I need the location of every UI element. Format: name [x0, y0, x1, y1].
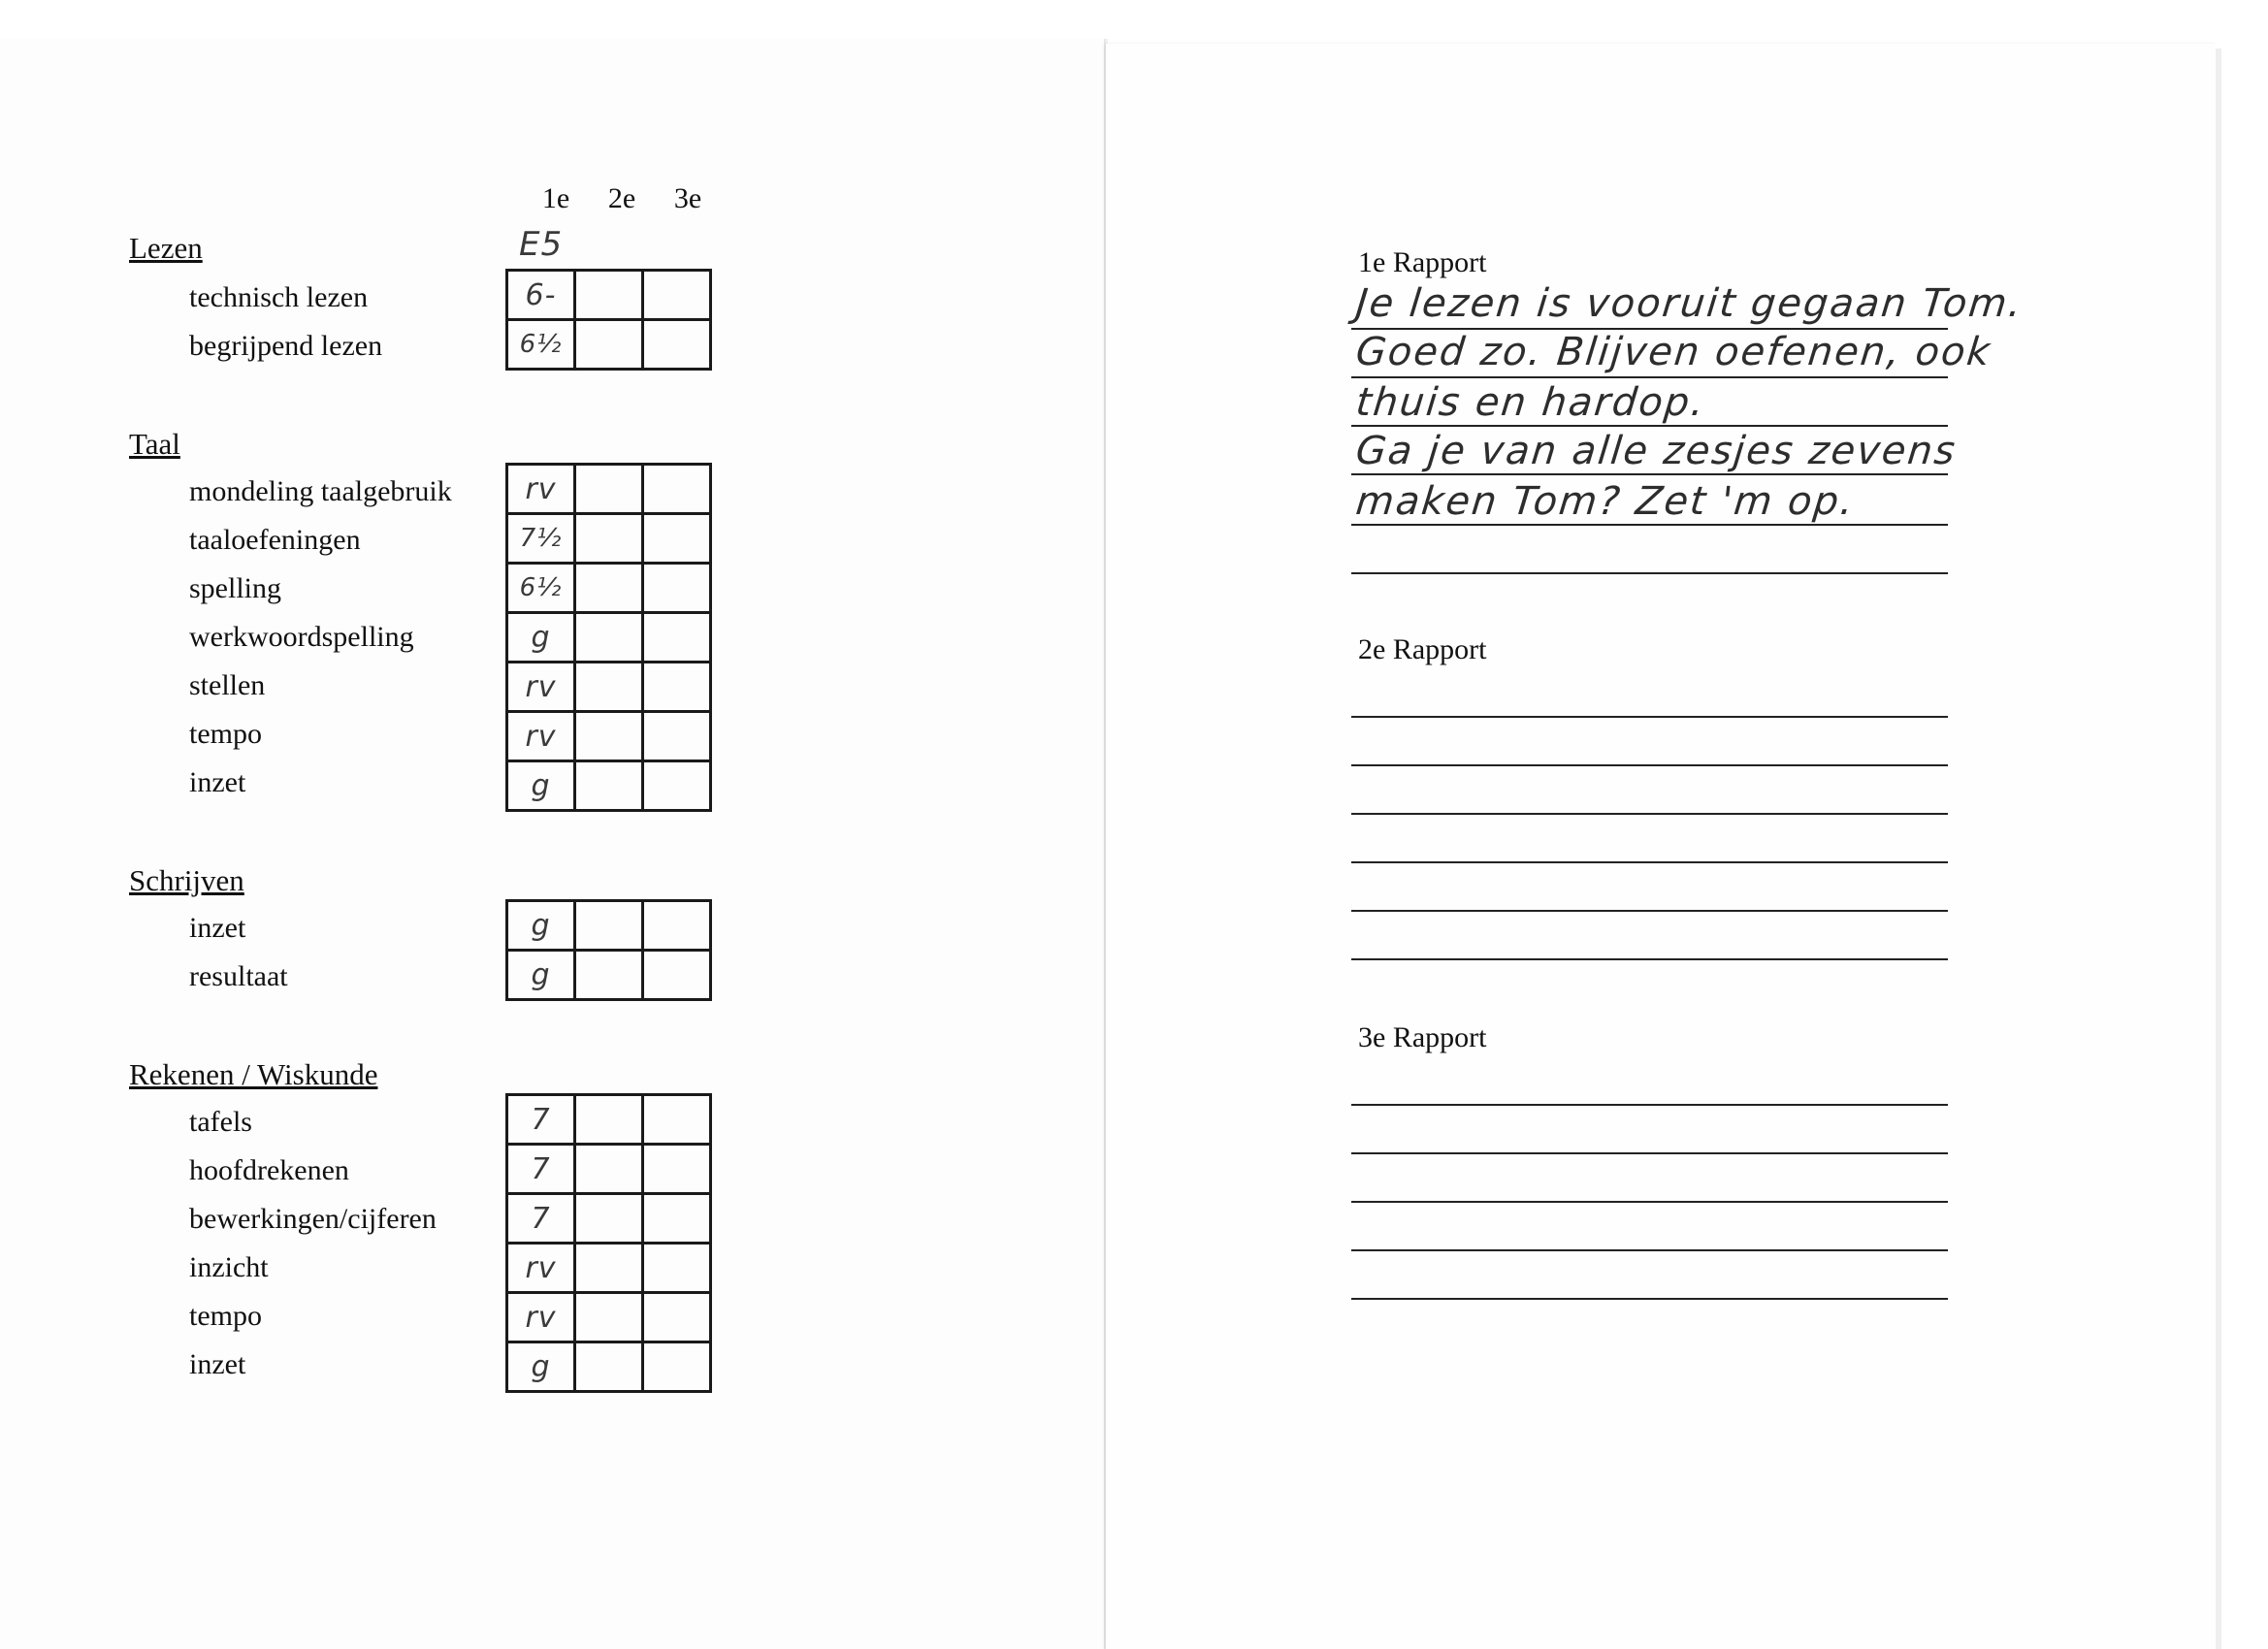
- grade-cell-1e: [507, 514, 575, 564]
- handwritten-comment-line: thuis en hardop.: [1353, 380, 1708, 425]
- handwritten-grade: 7½: [519, 524, 563, 553]
- grade-cell-3e: [643, 1244, 711, 1293]
- grade-cell-2e: [575, 613, 643, 663]
- grade-table-lezen: [505, 269, 712, 371]
- grade-cell-2e: [575, 1244, 643, 1293]
- grade-cell-3e: [643, 901, 711, 951]
- handwritten-grade: g: [531, 768, 551, 803]
- column-header-1e: 1e: [541, 182, 570, 214]
- subject-label: inzet: [189, 1348, 246, 1380]
- grade-cell-2e: [575, 1293, 643, 1342]
- handwritten-grade: 7: [531, 1102, 551, 1137]
- grade-cell-3e: [643, 712, 711, 761]
- handwritten-grade: g: [531, 620, 551, 655]
- grade-cell-1e: [507, 465, 575, 514]
- grade-cell-3e: [643, 320, 711, 370]
- subject-label: werkwoordspelling: [189, 621, 414, 653]
- writing-line: [1351, 425, 1948, 427]
- grade-cell-1e: [507, 1095, 575, 1145]
- handwritten-grade: 6-: [525, 277, 557, 312]
- subject-label: inzicht: [189, 1251, 269, 1283]
- writing-line: [1351, 1298, 1948, 1300]
- writing-line: [1351, 764, 1948, 766]
- grade-cell-2e: [575, 1194, 643, 1244]
- grade-cell-2e: [575, 564, 643, 613]
- grade-cell-3e: [643, 1145, 711, 1194]
- grade-row: [507, 1194, 711, 1244]
- handwritten-comment-line: maken Tom? Zet 'm op.: [1353, 479, 1858, 524]
- handwritten-comment-line: Je lezen is vooruit gegaan Tom.: [1353, 281, 2025, 326]
- section-title-schrijven: Schrijven: [129, 863, 244, 897]
- handwritten-grade: g: [531, 1349, 551, 1384]
- grade-row: [507, 901, 711, 951]
- handwritten-grade: 7: [531, 1201, 551, 1236]
- subject-label: resultaat: [189, 960, 288, 992]
- grade-cell-2e: [575, 663, 643, 712]
- subject-label: stellen: [189, 669, 266, 701]
- subject-label: bewerkingen/cijferen: [189, 1203, 437, 1235]
- section-title-taal: Taal: [129, 427, 180, 461]
- grade-row: [507, 320, 711, 370]
- handwritten-grade: 6½: [519, 573, 563, 602]
- grade-table-rekenen: [505, 1093, 712, 1393]
- grade-row: [507, 465, 711, 514]
- column-header-3e: 3e: [673, 182, 702, 214]
- section-title-rekenen-wiskunde: Rekenen / Wiskunde: [129, 1057, 378, 1091]
- section-title-lezen: Lezen: [129, 231, 203, 265]
- handwritten-grade: rv: [525, 1250, 557, 1285]
- handwritten-comment-line: Goed zo. Blijven oefenen, ook: [1353, 330, 1994, 374]
- handwritten-grade: rv: [525, 719, 557, 754]
- writing-line: [1351, 473, 1948, 475]
- grade-cell-3e: [643, 465, 711, 514]
- grade-cell-1e: [507, 271, 575, 320]
- writing-line: [1351, 572, 1948, 574]
- writing-line: [1351, 716, 1948, 718]
- grade-cell-3e: [643, 663, 711, 712]
- rapport-title-3e: 3e Rapport: [1358, 1021, 1487, 1053]
- grade-cell-3e: [643, 613, 711, 663]
- writing-line: [1351, 1249, 1948, 1251]
- grade-row: [507, 1244, 711, 1293]
- handwritten-grade: rv: [525, 1300, 557, 1335]
- subject-label: technisch lezen: [189, 281, 369, 313]
- grade-row: [507, 761, 711, 811]
- subject-label: hoofdrekenen: [189, 1154, 349, 1186]
- grade-cell-3e: [643, 514, 711, 564]
- rapport-title-2e: 2e Rapport: [1358, 633, 1487, 665]
- grade-cell-1e: [507, 901, 575, 951]
- grade-cell-3e: [643, 1293, 711, 1342]
- subject-label: tempo: [189, 718, 262, 750]
- grade-cell-3e: [643, 1342, 711, 1392]
- subject-label: taaloefeningen: [189, 524, 361, 556]
- grade-cell-2e: [575, 951, 643, 1000]
- handwritten-grade: g: [531, 957, 551, 992]
- grade-row: [507, 1342, 711, 1392]
- subject-label: inzet: [189, 912, 246, 944]
- grade-cell-2e: [575, 1095, 643, 1145]
- writing-line: [1351, 376, 1948, 378]
- grade-cell-1e: [507, 761, 575, 811]
- page-edge: [2216, 48, 2221, 1649]
- grade-cell-1e: [507, 1293, 575, 1342]
- grade-row: [507, 1095, 711, 1145]
- grade-cell-2e: [575, 901, 643, 951]
- grade-row: [507, 712, 711, 761]
- grade-row: [507, 564, 711, 613]
- handwritten-grade: rv: [525, 471, 557, 506]
- grade-row: [507, 1293, 711, 1342]
- grade-cell-3e: [643, 1194, 711, 1244]
- handwritten-grade-note: E5: [519, 225, 564, 264]
- grade-cell-3e: [643, 271, 711, 320]
- rapport-title-1e: 1e Rapport: [1358, 246, 1487, 278]
- grade-cell-2e: [575, 712, 643, 761]
- writing-line: [1351, 1104, 1948, 1106]
- grade-cell-1e: [507, 613, 575, 663]
- grade-table-schrijven: [505, 899, 712, 1001]
- grade-row: [507, 951, 711, 1000]
- handwritten-grade: g: [531, 908, 551, 943]
- grade-cell-2e: [575, 1342, 643, 1392]
- grade-cell-1e: [507, 1145, 575, 1194]
- column-header-2e: 2e: [607, 182, 636, 214]
- handwritten-grade: 6½: [519, 330, 563, 359]
- grade-cell-3e: [643, 1095, 711, 1145]
- grade-cell-2e: [575, 320, 643, 370]
- grade-cell-2e: [575, 465, 643, 514]
- writing-line: [1351, 861, 1948, 863]
- subject-label: mondeling taalgebruik: [189, 475, 452, 507]
- grade-row: [507, 663, 711, 712]
- grade-row: [507, 271, 711, 320]
- writing-line: [1351, 813, 1948, 815]
- grade-row: [507, 1145, 711, 1194]
- grade-cell-1e: [507, 712, 575, 761]
- writing-line: [1351, 1152, 1948, 1154]
- handwritten-grade: 7: [531, 1151, 551, 1186]
- subject-label: spelling: [189, 572, 281, 604]
- writing-line: [1351, 958, 1948, 960]
- handwritten-comment-line: Ga je van alle zesjes zevens: [1353, 429, 1960, 473]
- grade-cell-1e: [507, 951, 575, 1000]
- grade-cell-1e: [507, 564, 575, 613]
- subject-label: tempo: [189, 1300, 262, 1332]
- handwritten-grade: rv: [525, 669, 557, 704]
- grade-row: [507, 613, 711, 663]
- grade-cell-3e: [643, 761, 711, 811]
- subject-label: inzet: [189, 766, 246, 798]
- grade-cell-1e: [507, 1244, 575, 1293]
- grade-cell-1e: [507, 1194, 575, 1244]
- grade-cell-2e: [575, 514, 643, 564]
- grade-cell-3e: [643, 951, 711, 1000]
- grade-cell-1e: [507, 663, 575, 712]
- writing-line: [1351, 524, 1948, 526]
- grade-column-headers: [524, 182, 718, 221]
- grade-cell-3e: [643, 564, 711, 613]
- subject-label: tafels: [189, 1106, 252, 1138]
- grade-cell-2e: [575, 1145, 643, 1194]
- writing-line: [1351, 328, 1948, 330]
- grade-cell-1e: [507, 320, 575, 370]
- writing-line: [1351, 1201, 1948, 1203]
- writing-line: [1351, 910, 1948, 912]
- subject-label: begrijpend lezen: [189, 330, 383, 362]
- grade-table-taal: [505, 463, 712, 812]
- grade-cell-2e: [575, 271, 643, 320]
- grade-row: [507, 514, 711, 564]
- grade-cell-2e: [575, 761, 643, 811]
- grade-cell-1e: [507, 1342, 575, 1392]
